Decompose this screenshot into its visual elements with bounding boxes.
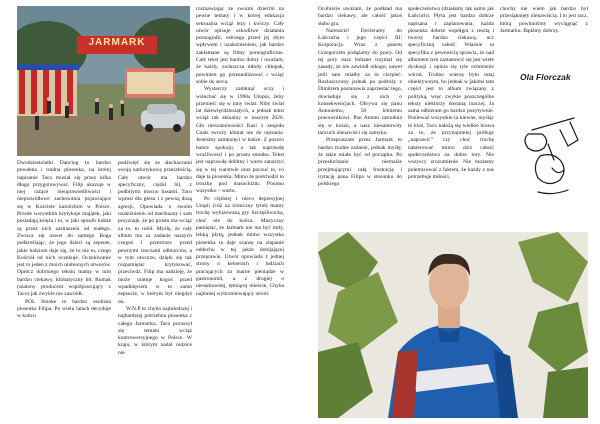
paragraph: rozmawiając ze swoimi dziećmi na pewne tematy i w której edukacja seksualna wciąż leży i kwiczy. Cały utwór opisuje szkodliwe działania pornografii, ostrzega przed jej złym wpływem i uzależnieniem, jak bardzo zakłamane są filmy pornograficzne. Cały tekst jest bardzo dobry i uważam, że każdy, zwłaszcza młody chłopak, powinien go przeanalizować i wziąć sobie do serca. bbox=[196, 6, 284, 85]
paragraph: Dwudziestolatki Dancing to bardzo powabna i trudna piosenka, na której napisanie Taco musiał się przez kilka długo przygotowywać. Filip ukazuje w niej rażące nieuprawiedliwości i nieprawidłowe zachowania pojawiające się w Kościele katolickim w Polsce. Przede wszystkim krytykuje majątek, jaki posiadają księża i to, w jaki sposób ludzie są przez nich zastraszeni od małego. Zwraca się nawet do samego Boga podkreślając, że jego dzieci są zepsute, jakie ludziom daje się, że to nie to, czego Kościół od nich oczekuje. Oczekiwanie jest to jeden z moich ulubionych utworów. Oprócz dobrniego tekstu mamy w nim bardzo ciekawy, klimatyczny bit. Rumak (szalony producent współpracujący z Taco) jak zwykle nie zawiódł. bbox=[17, 160, 111, 298]
guitar-doodle-icon bbox=[518, 100, 588, 200]
paragraph: POL Smoke to bardzo osobista piosenka Filipa. Po wielu latach decyduje w końcu bbox=[17, 298, 111, 320]
article-column-6 bbox=[500, 6, 588, 35]
paragraph: Nareszcie! Docieramy do Łańcucha i jego części III: Korporacja. Wraz z panem Grzegorzem podążamy do pracy. Od tej pory nasz bohater trzymał się zasady, że nie zawiódł nikogo, nawet jeśli sam miałby za to cierpieć. Rozłuszczony jednak po podróży z Dimitrem postanawia zaprzestać tego, dowiaduje się z nich o konsekwencjach. Obrywa się panu Antoniemu, 58 letniemu pracownikowi. Pan Antoni zatrudnia się w koszu, a nasz niesamowity łańcuch nienawiści się zamyka. bbox=[318, 27, 402, 137]
article-column-3 bbox=[118, 160, 192, 357]
paragraph: Po ciężkiej i nieco depresyjnej Utopii (cóż za ironiczny tytuł) mamy trochę wyluzowaną gry Szczęśliwicka, choć nie do końca. Muzyczny pamiętać, że Jarmark nie ma być miły, lekką płytą, jednak mimo wszystko piosenka ta daje szansę na złapanie oddechu w tej jakże dobijającej przeprawie. Utwór opowiada z jednej strony o kelnerach i ludziach pracujących za marne pieniądze w gastronomii, a z drugiej o niesamowitej, tętniącej mieście, Chyba najmniej wybrzmiewający utwór. bbox=[196, 195, 284, 297]
fairground-photo bbox=[17, 6, 190, 156]
article-column-4 bbox=[318, 6, 402, 188]
paragraph: Ocobiście uważam, że podkład ma bardzo ciekawy, ale całość jakoś słabo gra. bbox=[318, 6, 402, 27]
author-name: Ola Florczak bbox=[520, 72, 571, 82]
fairground-illustration bbox=[17, 6, 190, 156]
paragraph: W.N.P to chyba najmłodszej i najbardziej potrzebna piosenka z całego Jarmarku. Taco poruszył się tematu wciąż kontrowersyjnego w Polsce. W kraju, w którym nadal rodzice nie bbox=[118, 305, 192, 356]
paragraph: Wystarczy zamknąć oczy i wsłuchać się w 1990s Utopia, żeby przenieść się w inny świat. Niby świat lat dziewięćdziesiątych, a jednak tekst wciąż tak aktualny w naszym 2020. Gło nieszanowności Kasi z zespołu Coals tworzy klimat nie do opisania. Jesteśmy zamknięci w bańce. Z pozoru bańce spokoju, a tak naprawdę wrażliwości i po prostu smutku. Tekst jest naprawdę dobitny i warto zanurzyć się w tej warstwie oraz poczuć to, co daje ta piosenka. Mimo że podchodzi to troszkę pod masochizm. Ponimo wszystko – warto. bbox=[196, 86, 284, 195]
article-column-2 bbox=[196, 6, 284, 298]
article-column-5 bbox=[408, 6, 494, 181]
portrait-illustration bbox=[318, 232, 588, 418]
article-column-1 bbox=[17, 160, 111, 321]
paragraph: Przepraszam przez Jarmark to bardzo trudne zadanie, jednak myślę, że takie miało być od początku. Po przesłuchaniu niemalże przejmującymi całą frustrację i irytację pana Filipa w stosunku do polskiego bbox=[318, 137, 402, 188]
portrait-photo bbox=[318, 232, 588, 418]
paragraph: podźwięć się ze słuchaczami swoją narkotykową przeszłością. Cały utwór ma bardzo specyficzny, ciężki bit, z podbitymi mocno basami. Taco wprost dla głosu i z pewną dozą agresji. Opowiada o swoim uzależnieniu od marihuany i sam przyznaje, że po prostu ma wciąż za to, to robił. Myślę, że cały album ma za zadanie naszych czegoś i przestrzec przed pewnymi rzeczami odbiorców, a w tym utworze, dzięki się tak rozpamiętać krytykować, przeciwdz. Filip ma nadzieję, że może uratuje kogoś przed wpadnięciem w to samo zepsucie, w którym był niegdyś on. bbox=[118, 160, 192, 305]
paragraph: społeczeństwa (działamy tak samo jak Łańcuch). Płyta jest bardzo dobrze napisana i zaplanowana, każda piosenka dobrze współgra z resztą i tworzy bardzo ciekawą, acz specyficzną całość. Właśnie ta specyfika z pewnością sprawia, że nad albumem tym zastanowić się jest wiele dyskusji i opinia się tyle ochmienie wśród. Trudno wierzę było tutaj obiektywnym, bo jednak w jakimś tam części jest to album związany z polityką, więc zwykle poszczególne teksty niektórzy dostaną inaczej. Ja sama odbieram go bardzo pozytywnie. Ponieważ wszystkie ta kiewne, myśląc to ktoś, Taco nałożą się wielkie brawa za to, że przynajmniej próbuje „naprawić” czy choć trochę nakierować mimo dziś całość społeczeństwa na dobre tory. Nie wszyscy zrozumienie. Nie możemy polemizować z faktem, że każdy z nas potrzebuje miłości, bbox=[408, 6, 494, 180]
paragraph: chochy nie wiem jak bardzo był przesiąknięty nienawiścią. I to jest racz, którą powinniśmy wyciągnąć z Jarmarku. Bądźmy dobrzy. bbox=[500, 6, 588, 34]
jarmark-sign: JARMARK bbox=[88, 37, 146, 48]
